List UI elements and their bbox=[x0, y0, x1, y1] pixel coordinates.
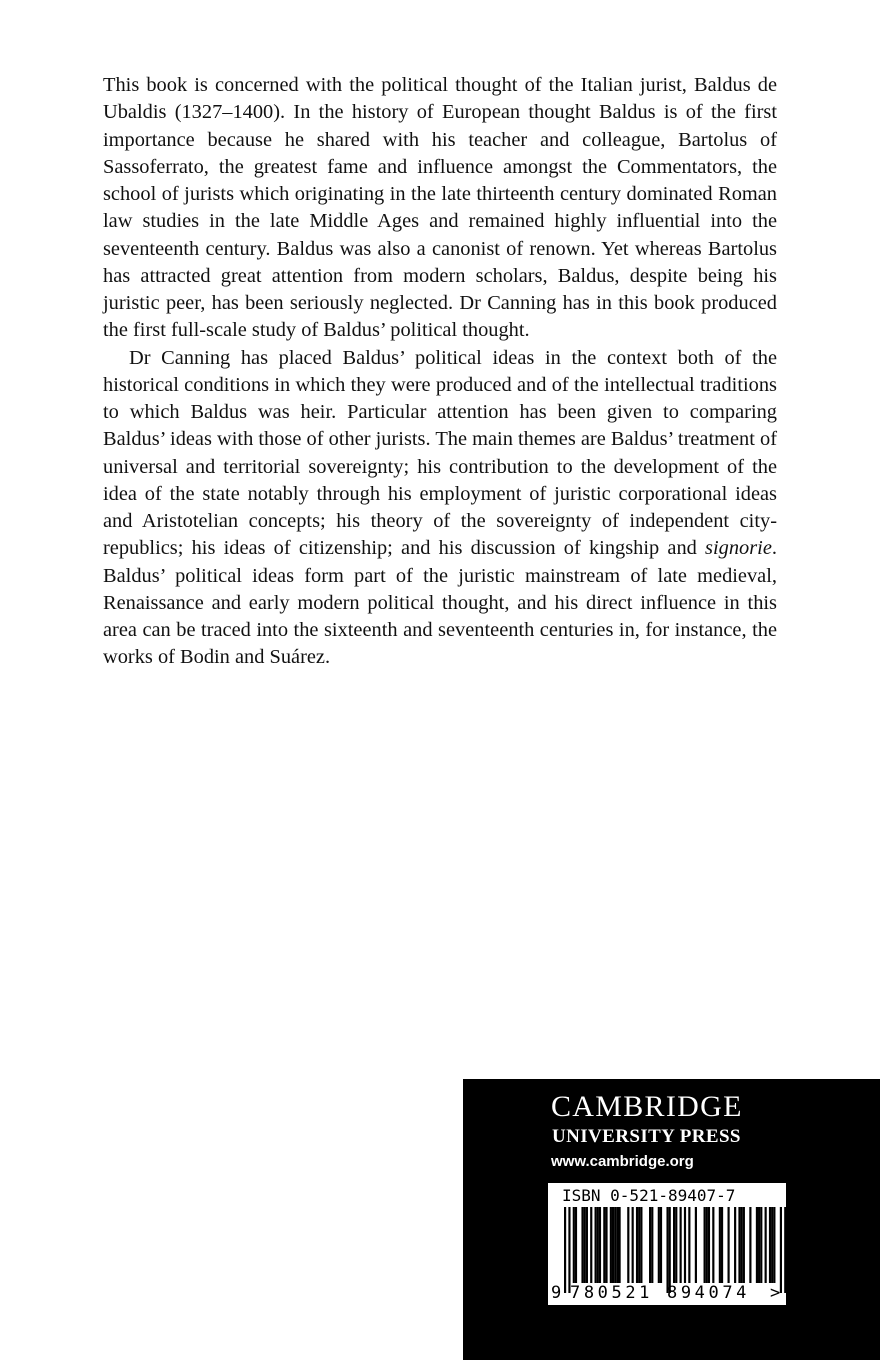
barcode-bar bbox=[568, 1207, 570, 1293]
publisher-url: www.cambridge.org bbox=[551, 1153, 694, 1170]
barcode-bar bbox=[638, 1207, 640, 1283]
barcode-bar bbox=[765, 1207, 767, 1283]
barcode-bar bbox=[627, 1207, 629, 1283]
barcode-bar bbox=[614, 1207, 616, 1283]
barcode-bar bbox=[741, 1207, 743, 1283]
barcode-bar bbox=[612, 1207, 614, 1283]
barcode-bar bbox=[586, 1207, 588, 1283]
barcode-bar bbox=[590, 1207, 592, 1283]
barcode-bar bbox=[673, 1207, 675, 1283]
blurb-paragraph-2-text-b: . Baldus’ political ideas form part of the juristic mainstream of late medieval, Renaissance and early modern political thought, and his direct influence in this area can be traced into the sixteenth and seventeenth centuries in, for instance, the works of Bodin and Suárez. bbox=[103, 537, 777, 669]
barcode-bar bbox=[708, 1207, 710, 1283]
blurb-paragraph-2 bbox=[103, 345, 777, 672]
barcode-bar bbox=[605, 1207, 607, 1283]
barcode-bar bbox=[573, 1207, 575, 1283]
barcode-bar bbox=[728, 1207, 730, 1283]
publisher-subname: UNIVERSITY PRESS bbox=[552, 1126, 741, 1147]
barcode-bar bbox=[666, 1207, 668, 1293]
barcode-bar bbox=[771, 1207, 773, 1283]
barcode-bar bbox=[712, 1207, 714, 1283]
barcode-bar bbox=[581, 1207, 583, 1283]
isbn-barcode bbox=[548, 1183, 786, 1305]
barcode-bar bbox=[756, 1207, 758, 1283]
barcode-bar bbox=[721, 1207, 723, 1283]
barcode-bar bbox=[684, 1207, 686, 1283]
barcode-bar bbox=[749, 1207, 751, 1283]
barcode-bar bbox=[769, 1207, 771, 1283]
barcode-bar bbox=[738, 1207, 740, 1283]
barcode-left-digits: 780521 bbox=[570, 1283, 654, 1303]
barcode-lead-digit: 9 bbox=[551, 1283, 562, 1303]
barcode-bar bbox=[784, 1207, 786, 1293]
barcode-bar bbox=[603, 1207, 605, 1283]
isbn-label: ISBN 0-521-89407-7 bbox=[562, 1186, 736, 1205]
blurb-italic-term: signorie bbox=[705, 537, 772, 560]
barcode-bar bbox=[575, 1207, 577, 1283]
blurb-paragraph-2-text-a: Dr Canning has placed Baldus’ political ideas in the context both of the historical conditions in which they were produced and of the intellectual traditions to which Baldus was heir. Particular attention has been given to comparing Baldus’ ideas with those of other jurists. The main themes are Baldus’ treatment of universal and territorial sovereignty; his contribution to the development of the idea of the state notably through his employment of juristic corporational ideas and Aristotelian concepts; his theory of the sovereignty of independent city-republics; his ideas of citizenship; and his discussion of kingship and bbox=[103, 346, 777, 560]
barcode-bar bbox=[597, 1207, 599, 1283]
barcode-bar bbox=[619, 1207, 621, 1283]
barcode-digits bbox=[548, 1282, 786, 1304]
barcode-bar bbox=[780, 1207, 782, 1293]
barcode-bar bbox=[695, 1207, 697, 1283]
barcode-bar bbox=[640, 1207, 642, 1283]
barcode-bar bbox=[706, 1207, 708, 1283]
barcode-bar bbox=[688, 1207, 690, 1283]
barcode-right-digits: 894074 bbox=[667, 1283, 751, 1303]
barcode-bar bbox=[636, 1207, 638, 1283]
barcode-bar bbox=[773, 1207, 775, 1283]
barcode-bar bbox=[616, 1207, 618, 1283]
barcode-bar bbox=[669, 1207, 671, 1293]
publisher-name: CAMBRIDGE bbox=[551, 1090, 743, 1123]
blurb-paragraph-1: This book is concerned with the political thought of the Italian jurist, Baldus de Ubaldis (1327–1400). In the history of European thought Baldus is of the first importance because he shared with his teacher and colleague, Bartolus of Sassoferrato, the greatest fame and influence amongst the Commentators, the school of jurists which originating in the late thirteenth century dominated Roman law studies in the late Middle Ages and remained highly influential into the seventeenth century. Baldus was also a canonist of renown. Yet whereas Bartolus has attracted great attention from modern scholars, Baldus, despite being his juristic peer, has been seriously neglected. Dr Canning has in this book produced the first full-scale study of Baldus’ political thought. bbox=[103, 74, 777, 342]
barcode-bar bbox=[610, 1207, 612, 1283]
barcode-bar bbox=[649, 1207, 651, 1283]
publisher-panel bbox=[463, 1079, 880, 1360]
barcode-bar bbox=[599, 1207, 601, 1283]
barcode-bar bbox=[632, 1207, 634, 1283]
back-cover-blurb bbox=[103, 72, 777, 672]
barcode-bar bbox=[719, 1207, 721, 1283]
barcode-bar bbox=[760, 1207, 762, 1283]
barcode-bar bbox=[658, 1207, 660, 1283]
barcode-bar bbox=[660, 1207, 662, 1283]
barcode-bar bbox=[584, 1207, 586, 1283]
barcode-bar bbox=[595, 1207, 597, 1283]
barcode-bar bbox=[675, 1207, 677, 1283]
barcode-bar bbox=[680, 1207, 682, 1283]
barcode-bar bbox=[758, 1207, 760, 1283]
barcode-guard-symbol: > bbox=[770, 1283, 781, 1303]
barcode-bar bbox=[564, 1207, 566, 1293]
barcode-bar bbox=[704, 1207, 706, 1283]
barcode-bar bbox=[734, 1207, 736, 1283]
barcode-bar bbox=[743, 1207, 745, 1283]
barcode-bar bbox=[651, 1207, 653, 1283]
